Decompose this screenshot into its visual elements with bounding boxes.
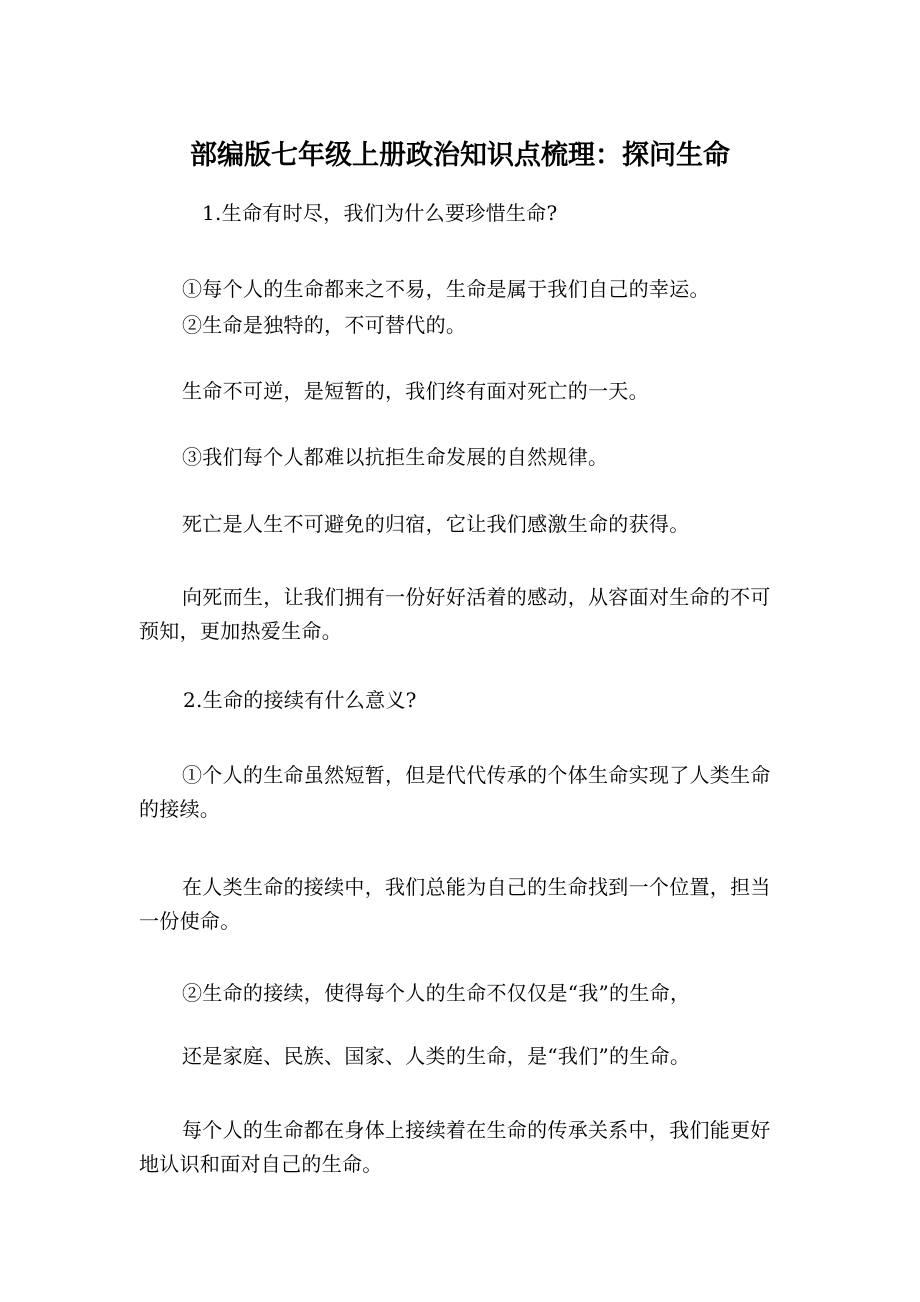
paragraph: ③我们每个人都难以抗拒生命发展的自然规律。 <box>182 445 609 469</box>
paragraph: 向死而生，让我们拥有一份好好活着的感动，从容面对生命的不可预知，更加热爱生命。 <box>139 585 771 643</box>
paragraph: 死亡是人生不可避免的归宿，它让我们感激生命的获得。 <box>182 512 690 536</box>
paragraph: ②生命是独特的，不可替代的。 <box>182 313 467 337</box>
question-2: 2.生命的接续有什么意义? <box>183 688 417 712</box>
paragraph: 在人类生命的接续中，我们总能为自己的生命找到一个位置，担当一份使命。 <box>139 875 771 933</box>
question-1: 1.生命有时尽，我们为什么要珍惜生命? <box>202 201 558 225</box>
paragraph: 每个人的生命都在身体上接续着在生命的传承关系中，我们能更好地认识和面对自己的生命。 <box>139 1118 771 1176</box>
paragraph: ①个人的生命虽然短暂，但是代代传承的个体生命实现了人类生命的接续。 <box>139 763 771 821</box>
paragraph: ①每个人的生命都来之不易，生命是属于我们自己的幸运。 <box>182 277 710 301</box>
document-title: 部编版七年级上册政治知识点梳理：探问生命 <box>190 140 730 171</box>
paragraph: 生命不可逆，是短暂的，我们终有面对死亡的一天。 <box>182 379 649 403</box>
paragraph: 还是家庭、民族、国家、人类的生命，是“我们”的生命。 <box>182 1044 691 1068</box>
paragraph: ②生命的接续，使得每个人的生命不仅仅是“我”的生命， <box>182 981 691 1005</box>
